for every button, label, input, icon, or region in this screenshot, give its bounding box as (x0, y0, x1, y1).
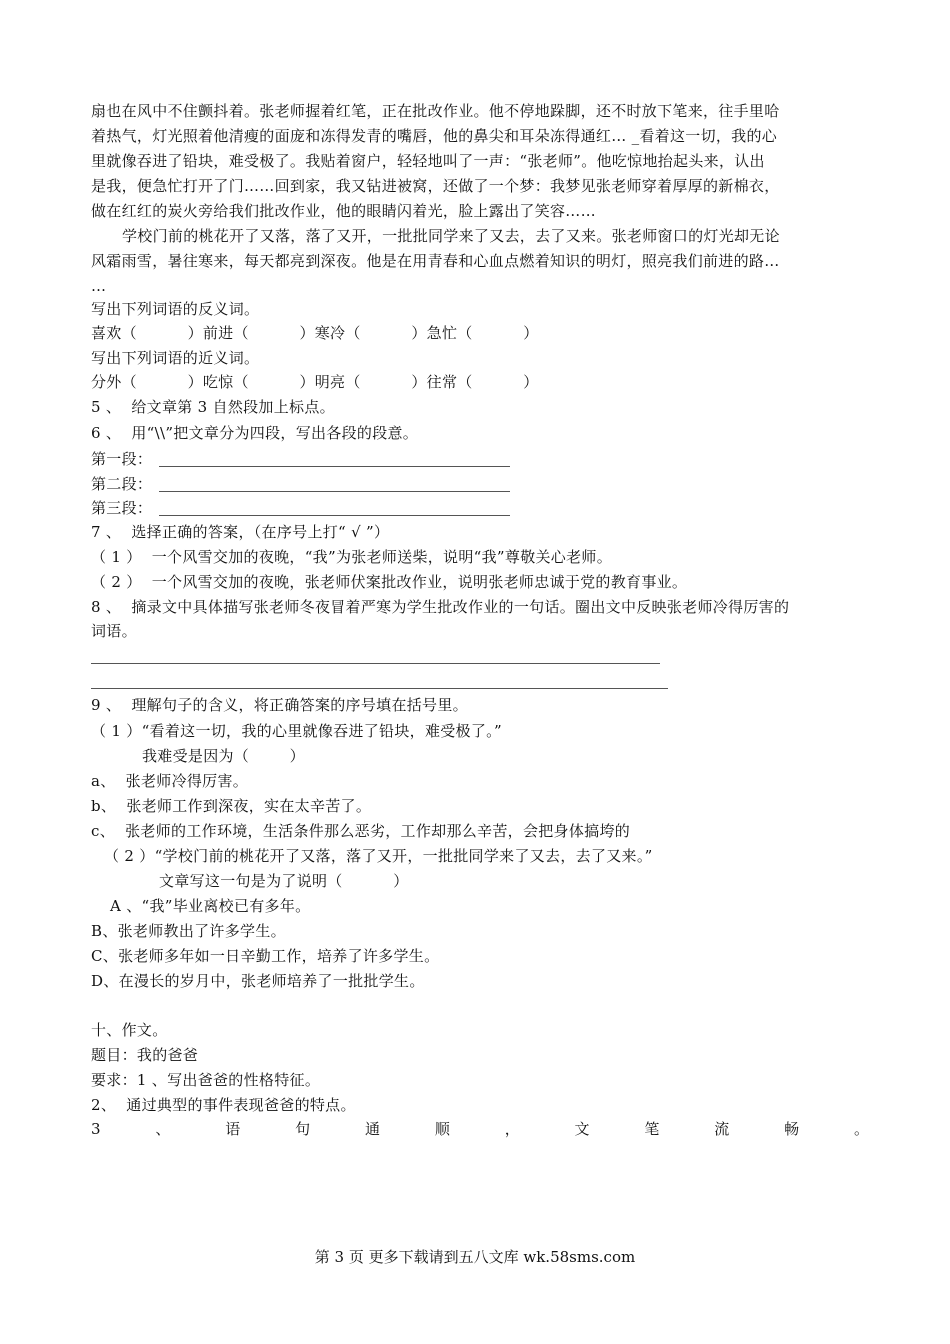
essay-requirement-1: 要求：1 、写出爸爸的性格特征。 (91, 1071, 321, 1089)
question-8-line: 8 、 摘录文中具体描写张老师冬夜冒着严寒为学生批改作业的一句话。圈出文中反映张老师冷得厉害的 (91, 598, 790, 616)
question-8-answer-line (91, 663, 660, 664)
question-9-sentence-1: （ 1 ）“看着这一切，我的心里就像吞进了铅块，难受极了。” (91, 722, 502, 740)
question-9-sentence-2: （ 2 ）“学校门前的桃花开了又落，落了又开，一批批同学来了又去，去了又来。” (104, 847, 653, 865)
segment-2-answer-line (159, 491, 510, 492)
essay-requirement-2: 2、 通过典型的事件表现爸爸的特点。 (91, 1096, 356, 1114)
option-D: D、在漫长的岁月中，张老师培养了一批批学生。 (91, 972, 425, 990)
req3-char: 流 (714, 1120, 730, 1138)
antonym-title: 写出下列词语的反义词。 (91, 300, 260, 318)
question-9-prompt-1: 我难受是因为（ ） (142, 747, 305, 765)
passage-line: 学校门前的桃花开了又落，落了又开，一批批同学来了又去，去了又来。张老师窗口的灯光却无论 (122, 227, 780, 245)
req3-char: ， (504, 1120, 520, 1138)
essay-requirement-3 (91, 1118, 869, 1140)
question-7-option-1: （ 1 ） 一个风雪交加的夜晚，“我”为张老师送柴，说明“我”尊敬关心老师。 (91, 548, 612, 566)
question-9-prompt-2: 文章写这一句是为了说明（ ） (159, 872, 409, 890)
passage-line: … (91, 277, 107, 295)
req3-char: 通 (364, 1120, 380, 1138)
question-8-line: 词语。 (91, 622, 137, 640)
passage-line: 做在红红的炭火旁给我们批改作业，他的眼睛闪着光，脸上露出了笑容…… (91, 202, 596, 220)
req3-char: 畅 (784, 1120, 800, 1138)
segment-1-answer-line (159, 466, 510, 467)
page-footer: 第 3 页 更多下载请到五八文库 wk.58sms.com (314, 1248, 636, 1266)
req3-char: 3 (91, 1120, 101, 1138)
option-a: a、 张老师冷得厉害。 (91, 772, 249, 790)
passage-line: 风霜雨雪，暑往寒来，每天都亮到深夜。他是在用青春和心血点燃着知识的明灯，照亮我们前进的路… (91, 252, 780, 270)
segment-3-answer-line (159, 515, 510, 516)
question-5: 5 、 给文章第 3 自然段加上标点。 (91, 398, 335, 416)
req3-char: 。 (853, 1120, 869, 1138)
req3-char: 语 (225, 1120, 241, 1138)
passage-line: 着热气，灯光照着他清瘦的面庞和冻得发青的嘴唇，他的鼻尖和耳朵冻得通红… _看着这一切，我的心 (91, 127, 778, 145)
question-9-title: 9 、 理解句子的含义，将正确答案的序号填在括号里。 (91, 696, 468, 714)
segment-1-label: 第一段： (91, 450, 153, 468)
essay-heading: 十、作文。 (91, 1021, 168, 1039)
req3-char: 句 (295, 1120, 311, 1138)
synonym-title: 写出下列词语的近义词。 (91, 349, 260, 367)
option-b: b、 张老师工作到深夜，实在太辛苦了。 (91, 797, 372, 815)
passage-line: 里就像吞进了铅块，难受极了。我贴着窗户，轻轻地叫了一声：“张老师”。他吃惊地抬起头来，认出 (91, 152, 765, 170)
question-8-answer-line (91, 688, 668, 689)
req3-char: 文 (574, 1120, 590, 1138)
segment-3-label: 第三段： (91, 499, 153, 517)
passage-line: 是我，便急忙打开了门……回到家，我又钻进被窝，还做了一个梦：我梦见张老师穿着厚厚的新棉衣， (91, 177, 780, 195)
synonym-line: 分外（ ）吃惊（ ）明亮（ ）往常（ ） (91, 373, 539, 391)
essay-topic: 题目：我的爸爸 (91, 1046, 199, 1064)
option-C: C、张老师多年如一日辛勤工作，培养了许多学生。 (91, 947, 440, 965)
segment-2-label: 第二段： (91, 475, 153, 493)
question-6-title: 6 、 用“\\”把文章分为四段，写出各段的段意。 (91, 424, 419, 442)
option-B: B、张老师教出了许多学生。 (91, 922, 286, 940)
option-A: A 、“我”毕业离校已有多年。 (110, 897, 311, 915)
passage-line: 扇也在风中不住颤抖着。张老师握着红笔，正在批改作业。他不停地跺脚，还不时放下笔来，往手里哈 (91, 102, 780, 120)
req3-char: 、 (155, 1120, 171, 1138)
question-7-option-2: （ 2 ） 一个风雪交加的夜晚，张老师伏案批改作业，说明张老师忠诚于党的教育事业。 (91, 573, 688, 591)
question-7-title: 7 、 选择正确的答案，（在序号上打“ √ ”） (91, 523, 390, 541)
req3-char: 笔 (644, 1120, 660, 1138)
antonym-line: 喜欢（ ）前进（ ）寒冷（ ）急忙（ ） (91, 324, 539, 342)
option-c: c、 张老师的工作环境，生活条件那么恶劣，工作却那么辛苦，会把身体搞垮的 (91, 822, 631, 840)
req3-char: 顺 (434, 1120, 450, 1138)
